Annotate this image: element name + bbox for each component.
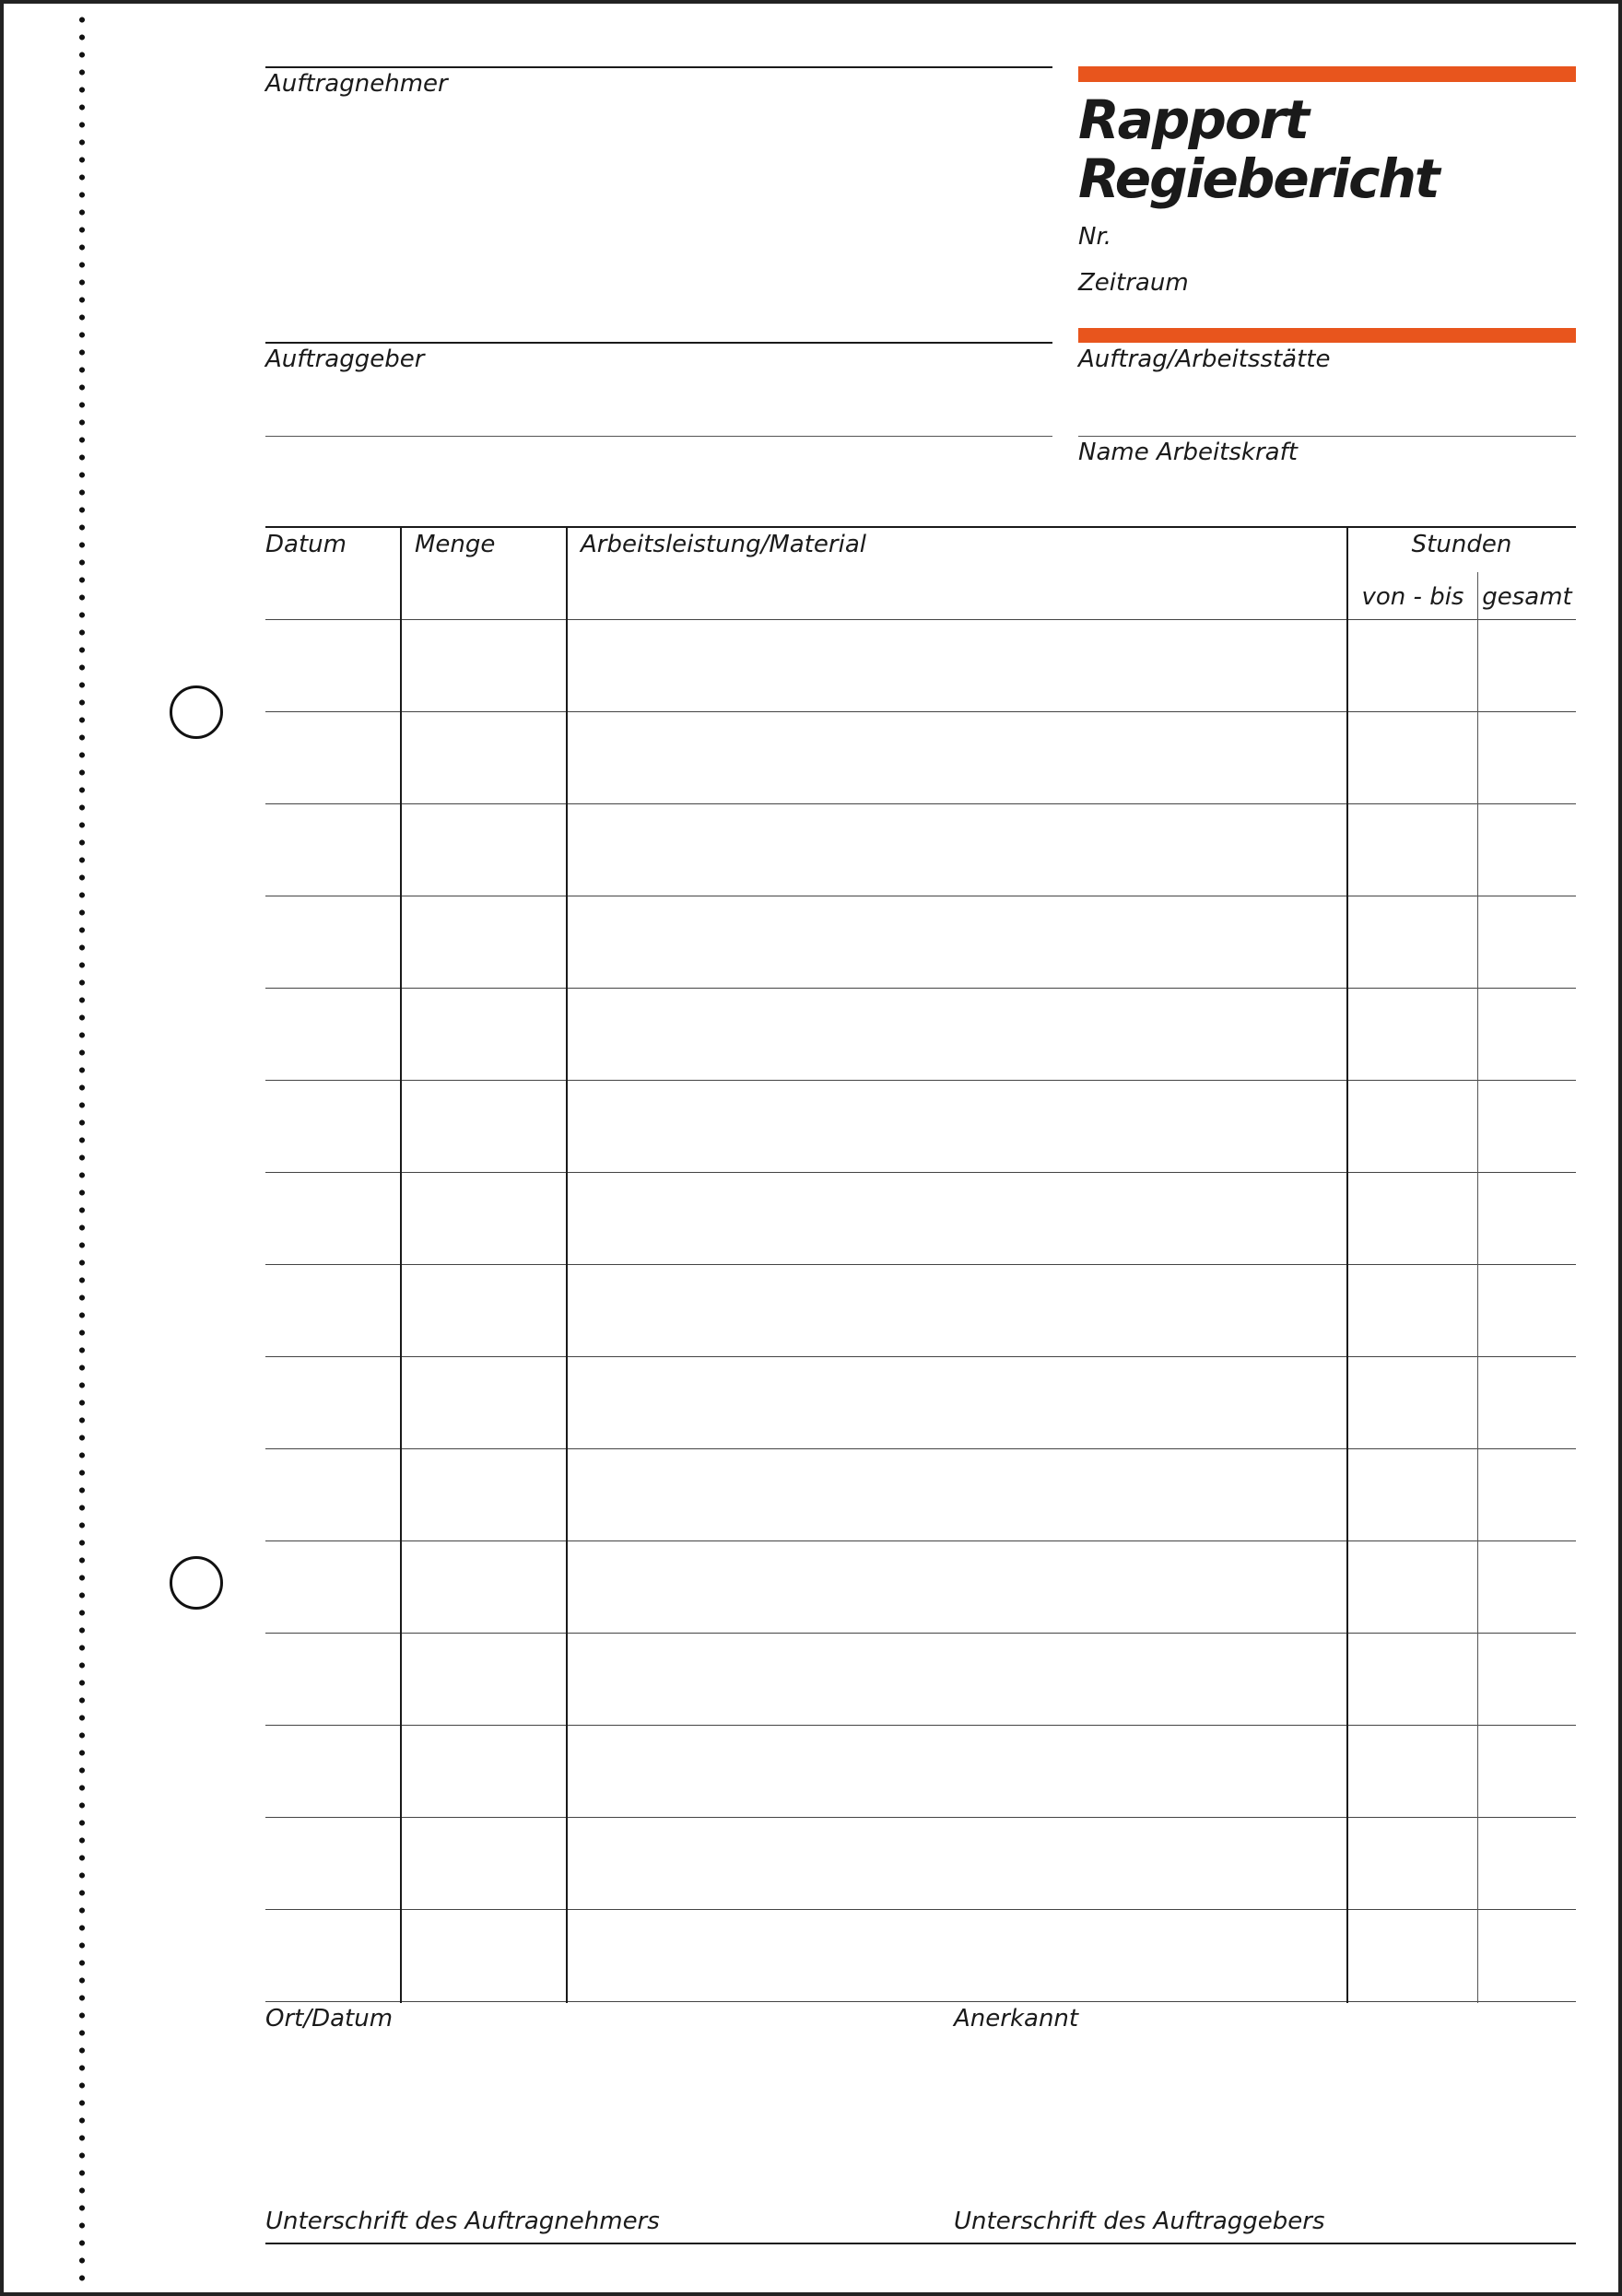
column-header-work-material: Arbeitsleistung/Material [581,531,866,558]
table-header-bottom-line [265,619,1576,620]
number-label: Nr. [1078,223,1112,251]
divider-from-total [1477,572,1478,2003]
divider-work-hours [1346,526,1348,2003]
table-row-line [265,1448,1576,1449]
worker-name-label: Name Arbeitskraft [1078,439,1298,466]
table-top-line [265,526,1576,528]
table-row-line [265,1172,1576,1173]
order-site-label: Auftrag/Arbeitsstätte [1078,346,1331,373]
punch-hole-top [170,685,223,739]
table-row-line [265,1356,1576,1357]
table-row-line [265,1540,1576,1541]
contractor-signature-label: Unterschrift des Auftragnehmers [265,2208,660,2235]
column-header-total: gesamt [1482,583,1572,611]
title-rapport: Rapport [1078,88,1309,151]
table-row-line [265,1725,1576,1726]
title-regiebericht: Regiebericht [1078,147,1439,210]
table-row-line [265,1909,1576,1910]
table-row-line [265,1817,1576,1818]
divider-date-quantity [400,526,402,2003]
client-label: Auftraggeber [265,346,425,373]
column-header-date: Datum [265,531,347,558]
divider-quantity-work [566,526,568,2003]
column-header-quantity: Menge [415,531,496,558]
table-row-line [265,803,1576,804]
perforation-strip [77,11,87,2289]
column-header-from-to: von - bis [1361,583,1464,611]
column-header-hours: Stunden [1411,531,1512,558]
table-row-line [265,1080,1576,1081]
contractor-label: Auftragnehmer [265,70,448,98]
table-row-line [265,2001,1576,2002]
place-date-label: Ort/Datum [265,2005,394,2032]
signature-line [265,2243,1576,2244]
order-site-line [1078,436,1576,437]
punch-hole-bottom [170,1556,223,1610]
table-row-line [265,711,1576,712]
approved-label: Anerkannt [954,2005,1079,2032]
client-top-line [265,342,1052,344]
accent-bar-top [1078,66,1576,82]
period-label: Zeitraum [1078,269,1189,297]
accent-bar-bottom [1078,328,1576,343]
contractor-top-line [265,66,1052,68]
table-row-line [265,988,1576,989]
client-signature-label: Unterschrift des Auftraggebers [954,2208,1325,2235]
table-row-line [265,1264,1576,1265]
table-row-line [265,1633,1576,1634]
client-line [265,436,1052,437]
